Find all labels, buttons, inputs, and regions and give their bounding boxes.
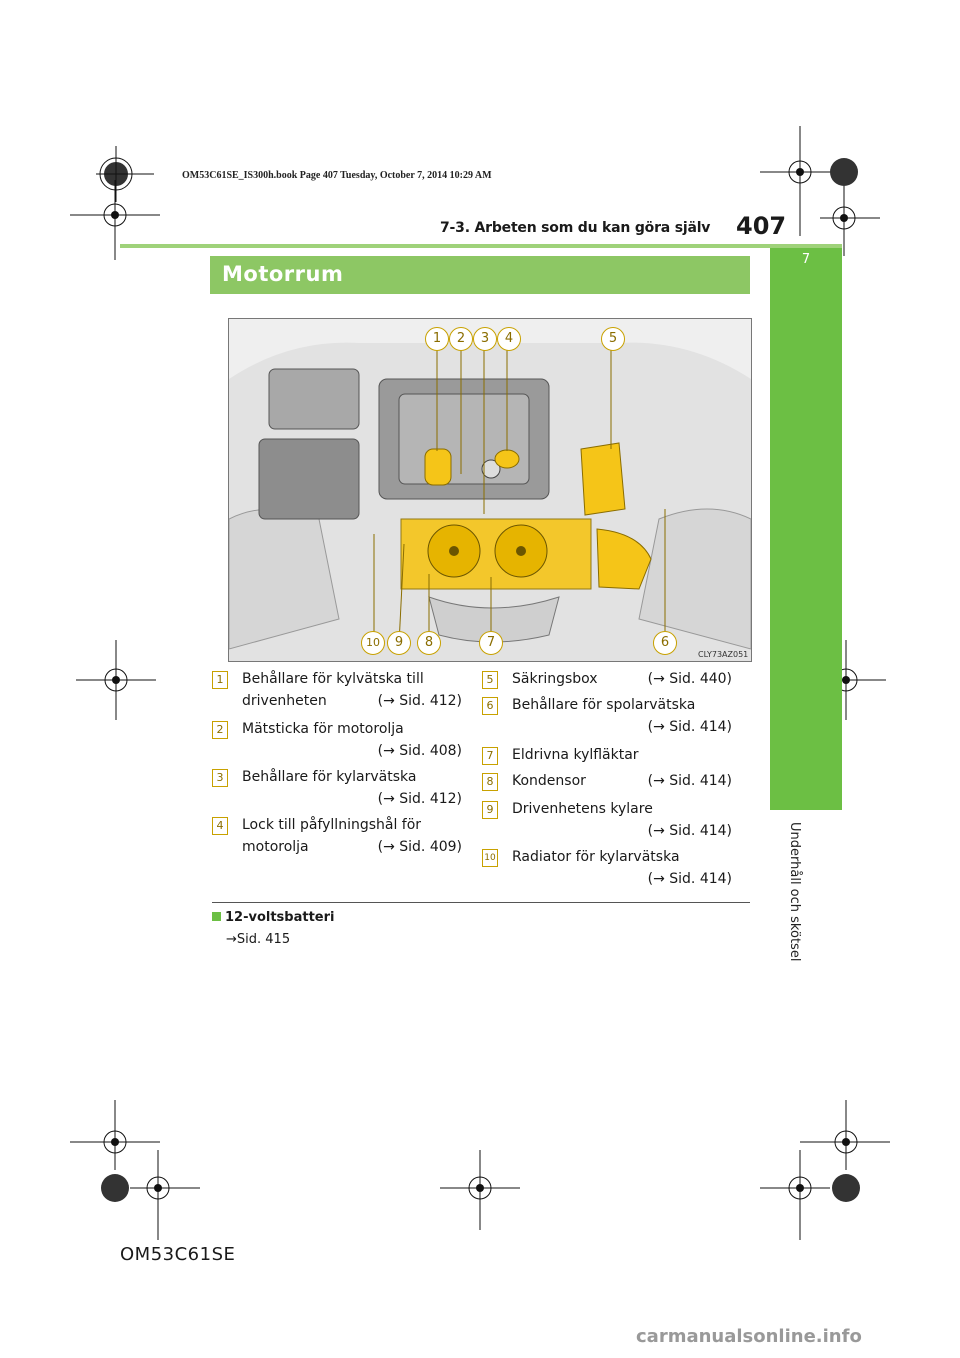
legend-number: 3: [212, 769, 228, 787]
legend-page-ref: (→ Sid. 440): [647, 671, 732, 687]
figure-code: CLY73AZ051: [698, 650, 749, 659]
callout-10: 10: [361, 631, 385, 655]
legend-number: 7: [482, 747, 498, 765]
legend-item-7: [482, 744, 732, 768]
legend-text: Säkringsbox: [512, 671, 598, 687]
chapter-title: Underhåll och skötsel: [787, 822, 802, 962]
legend-number: 6: [482, 697, 498, 715]
legend-page-ref: (→ Sid. 409): [377, 839, 462, 855]
legend-number: 9: [482, 801, 498, 819]
callout-1: 1: [425, 327, 449, 351]
legend-text: Radiator för kylarvätska: [512, 849, 680, 865]
legend-page-ref: (→ Sid. 414): [647, 823, 732, 839]
legend-number: 10: [482, 849, 498, 867]
footer-watermark-url[interactable]: carmanualsonline.info: [636, 1326, 862, 1347]
callout-2: 2: [449, 327, 473, 351]
legend-item-6: [482, 694, 732, 740]
legend-number: 8: [482, 773, 498, 791]
legend-text: Eldrivna kylfläktar: [512, 747, 639, 763]
chapter-number: 7: [801, 252, 811, 267]
band-title: Motorrum: [222, 262, 344, 286]
legend-number: 2: [212, 721, 228, 739]
legend-item-10: [482, 846, 732, 892]
legend-page-ref: (→ Sid. 414): [647, 719, 732, 735]
callout-9: 9: [387, 631, 411, 655]
legend-text: Behållare för spolarvätska: [512, 697, 696, 713]
legend-text: Drivenhetens kylare: [512, 801, 653, 817]
legend-text: Mätsticka för motorolja: [242, 721, 404, 737]
print-stamp: OM53C61SE_IS300h.book Page 407 Tuesday, October 7, 2014 10:29 AM: [182, 170, 492, 181]
legend-item-2: [212, 718, 462, 764]
callout-5: 5: [601, 327, 625, 351]
legend-page-ref: (→ Sid. 412): [377, 693, 462, 709]
chapter-tab: [770, 248, 842, 810]
page-number: 407: [736, 212, 787, 240]
legend-page-ref: (→ Sid. 414): [647, 773, 732, 789]
crosshair-middle-left: [76, 640, 156, 720]
legend-page-ref: (→ Sid. 414): [647, 871, 732, 887]
callout-4: 4: [497, 327, 521, 351]
note-heading-text: 12-voltsbatteri: [225, 910, 335, 925]
legend-text: Behållare för kylarvätska: [242, 769, 417, 785]
legend-text-line2: motorolja: [242, 839, 309, 855]
legend-number: 4: [212, 817, 228, 835]
section-title: 7-3. Arbeten som du kan göra själv: [440, 220, 711, 236]
legend-item-8: [482, 770, 732, 794]
engine-bay-figure: [228, 318, 752, 662]
crosshair-bottom-right: [760, 1100, 890, 1250]
legend-item-9: [482, 798, 732, 844]
section-divider: [212, 902, 750, 903]
callout-8: 8: [417, 631, 441, 655]
legend-text: Behållare för kylvätska till: [242, 671, 424, 687]
crosshair-bottom-center: [440, 1150, 520, 1230]
callout-3: 3: [473, 327, 497, 351]
callout-7: 7: [479, 631, 503, 655]
legend-text: Lock till påfyllningshål för: [242, 817, 422, 833]
header-rule: [120, 244, 842, 248]
book-code: OM53C61SE: [120, 1244, 236, 1265]
callout-6: 6: [653, 631, 677, 655]
legend-item-5: [482, 668, 732, 692]
legend-text-line2: drivenheten: [242, 693, 327, 709]
legend-number: 1: [212, 671, 228, 689]
note-page-ref: →Sid. 415: [226, 932, 291, 947]
legend-page-ref: (→ Sid. 412): [377, 791, 462, 807]
legend-item-1: [212, 668, 462, 714]
note-heading: [212, 910, 335, 925]
crosshair-bottom-left: [70, 1100, 200, 1250]
crosshair-top-left: [70, 180, 160, 270]
legend-number: 5: [482, 671, 498, 689]
legend-item-4: [212, 814, 462, 860]
legend-page-ref: (→ Sid. 408): [377, 743, 462, 759]
legend-item-3: [212, 766, 462, 812]
legend-text: Kondensor: [512, 773, 586, 789]
note-square-icon: [212, 912, 221, 921]
